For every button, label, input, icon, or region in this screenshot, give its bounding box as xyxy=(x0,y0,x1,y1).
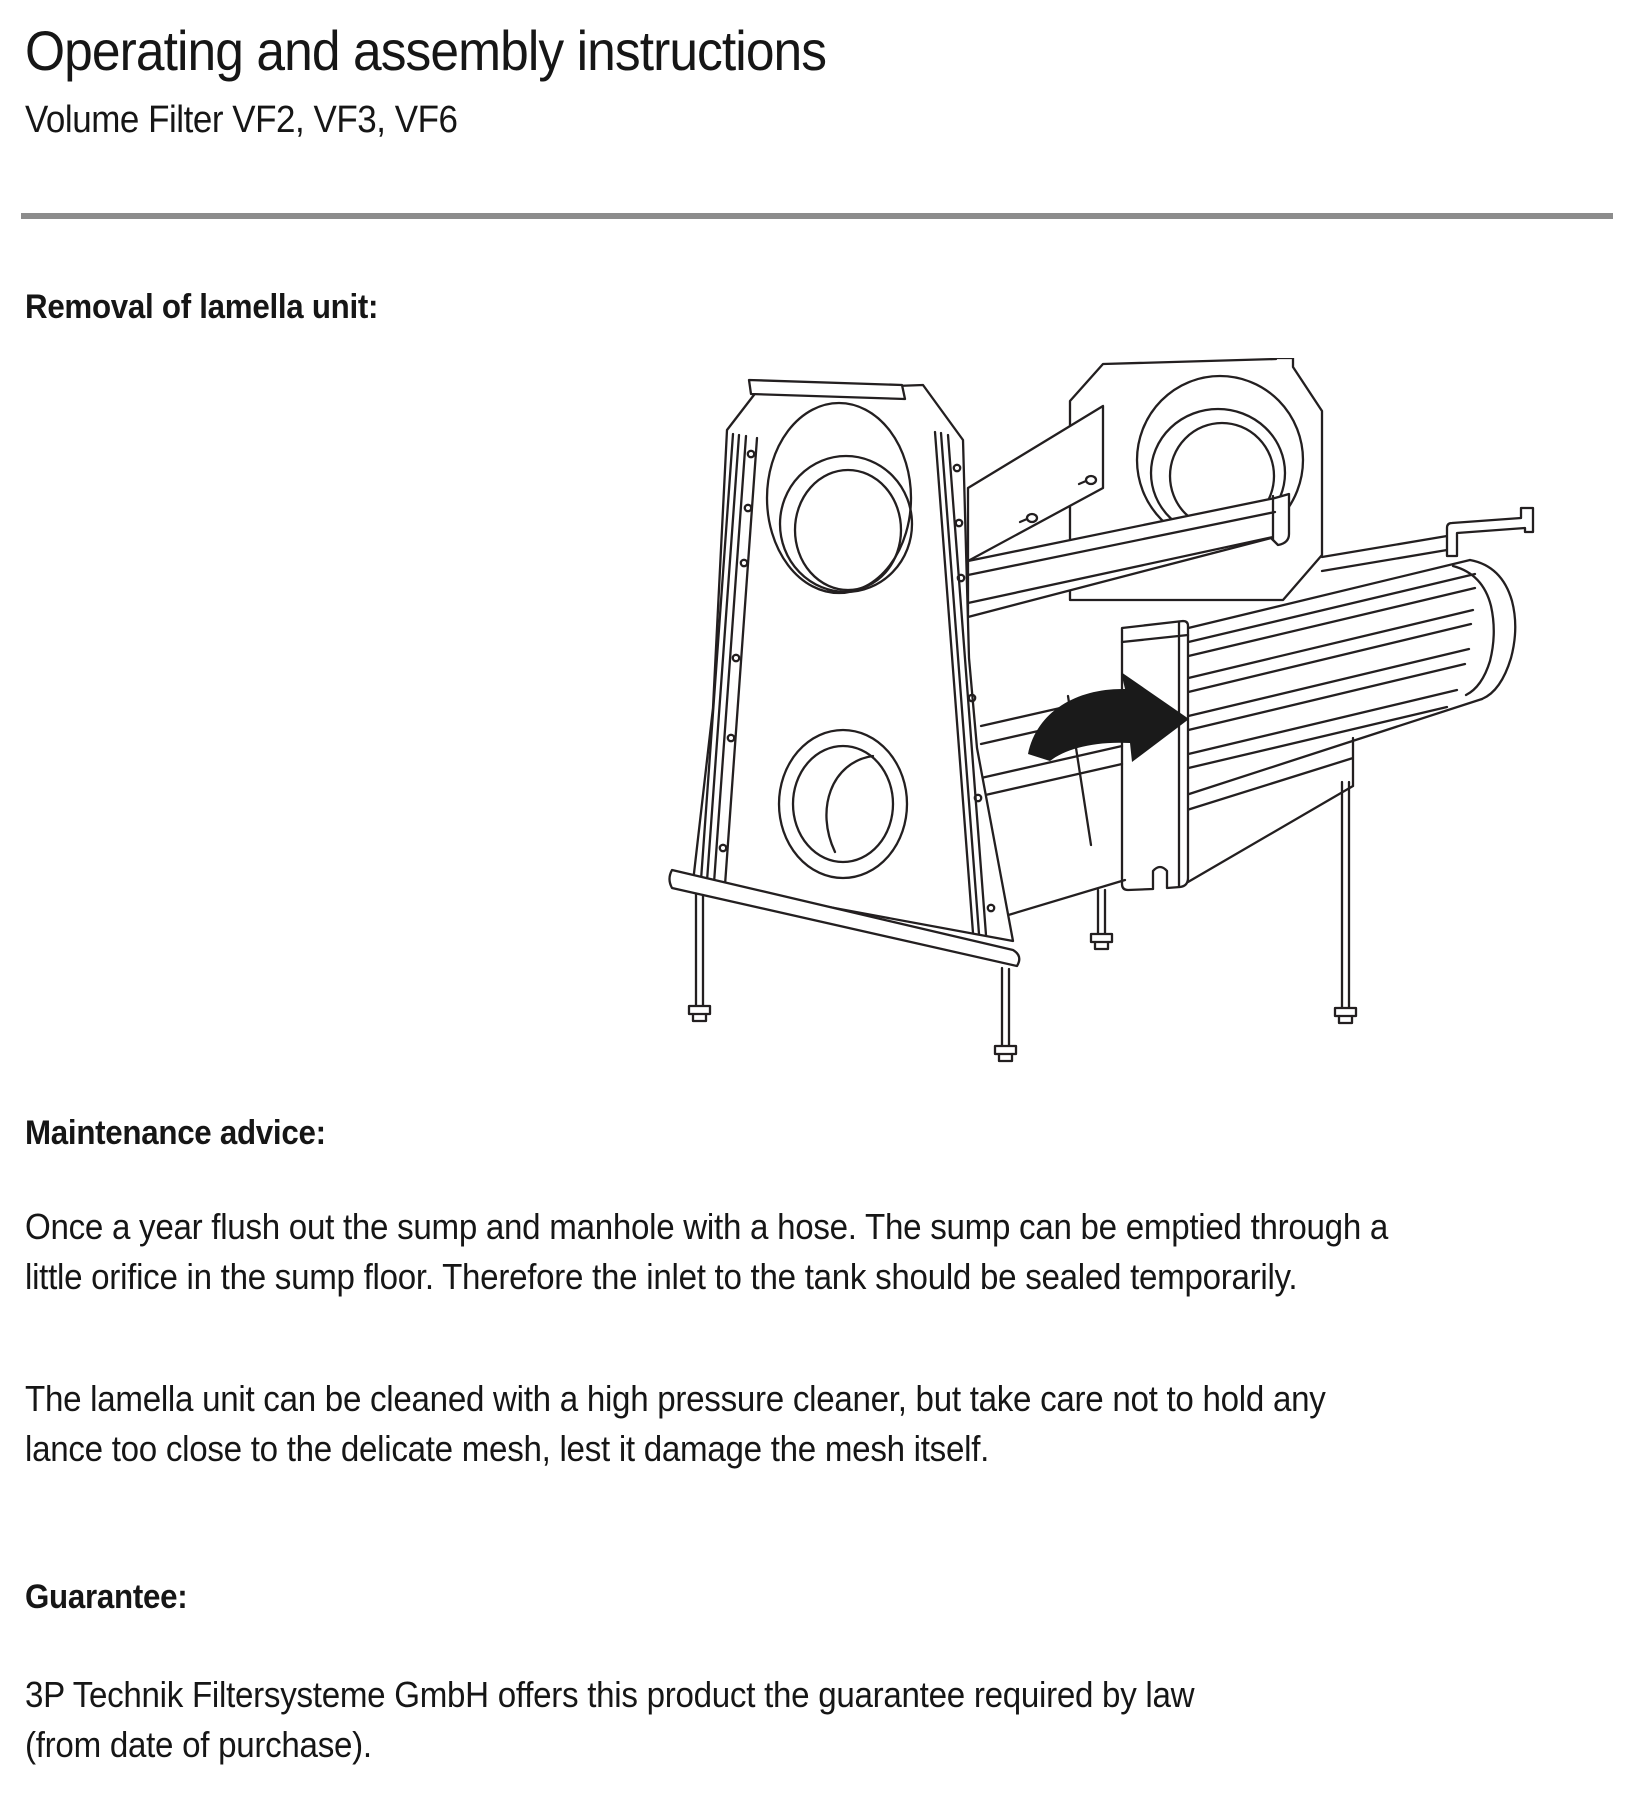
page-subtitle: Volume Filter VF2, VF3, VF6 xyxy=(25,99,458,141)
front-panel xyxy=(693,380,1013,941)
guarantee-paragraph xyxy=(25,1670,1194,1770)
maintenance-paragraph-1 xyxy=(25,1202,1388,1302)
maintenance-paragraph-2 xyxy=(25,1374,1326,1474)
rail-hook-bracket xyxy=(1447,508,1533,556)
paragraph-line: Once a year flush out the sump and manhole with a hose. The sump can be emptied through a xyxy=(25,1206,1389,1247)
heading-guarantee: Guarantee: xyxy=(25,1578,188,1616)
paragraph-line: lance too close to the delicate mesh, lest it damage the mesh itself. xyxy=(25,1428,990,1469)
page-title: Operating and assembly instructions xyxy=(25,19,827,82)
paragraph-line: (from date of purchase). xyxy=(25,1724,372,1765)
heading-removal: Removal of lamella unit: xyxy=(25,288,379,326)
lamella-unit xyxy=(1180,560,1515,882)
paragraph-line: little orifice in the sump floor. Therefore the inlet to the tank should be sealed temporarily. xyxy=(25,1256,1298,1297)
heading-maintenance: Maintenance advice: xyxy=(25,1114,326,1152)
paragraph-line: The lamella unit can be cleaned with a high pressure cleaner, but take care not to hold any xyxy=(25,1378,1326,1419)
figure-linework xyxy=(670,358,1534,1061)
divider-rule xyxy=(21,213,1613,219)
lamella-removal-figure xyxy=(585,358,1545,1088)
paragraph-line: 3P Technik Filtersysteme GmbH offers this product the guarantee required by law xyxy=(25,1674,1195,1715)
